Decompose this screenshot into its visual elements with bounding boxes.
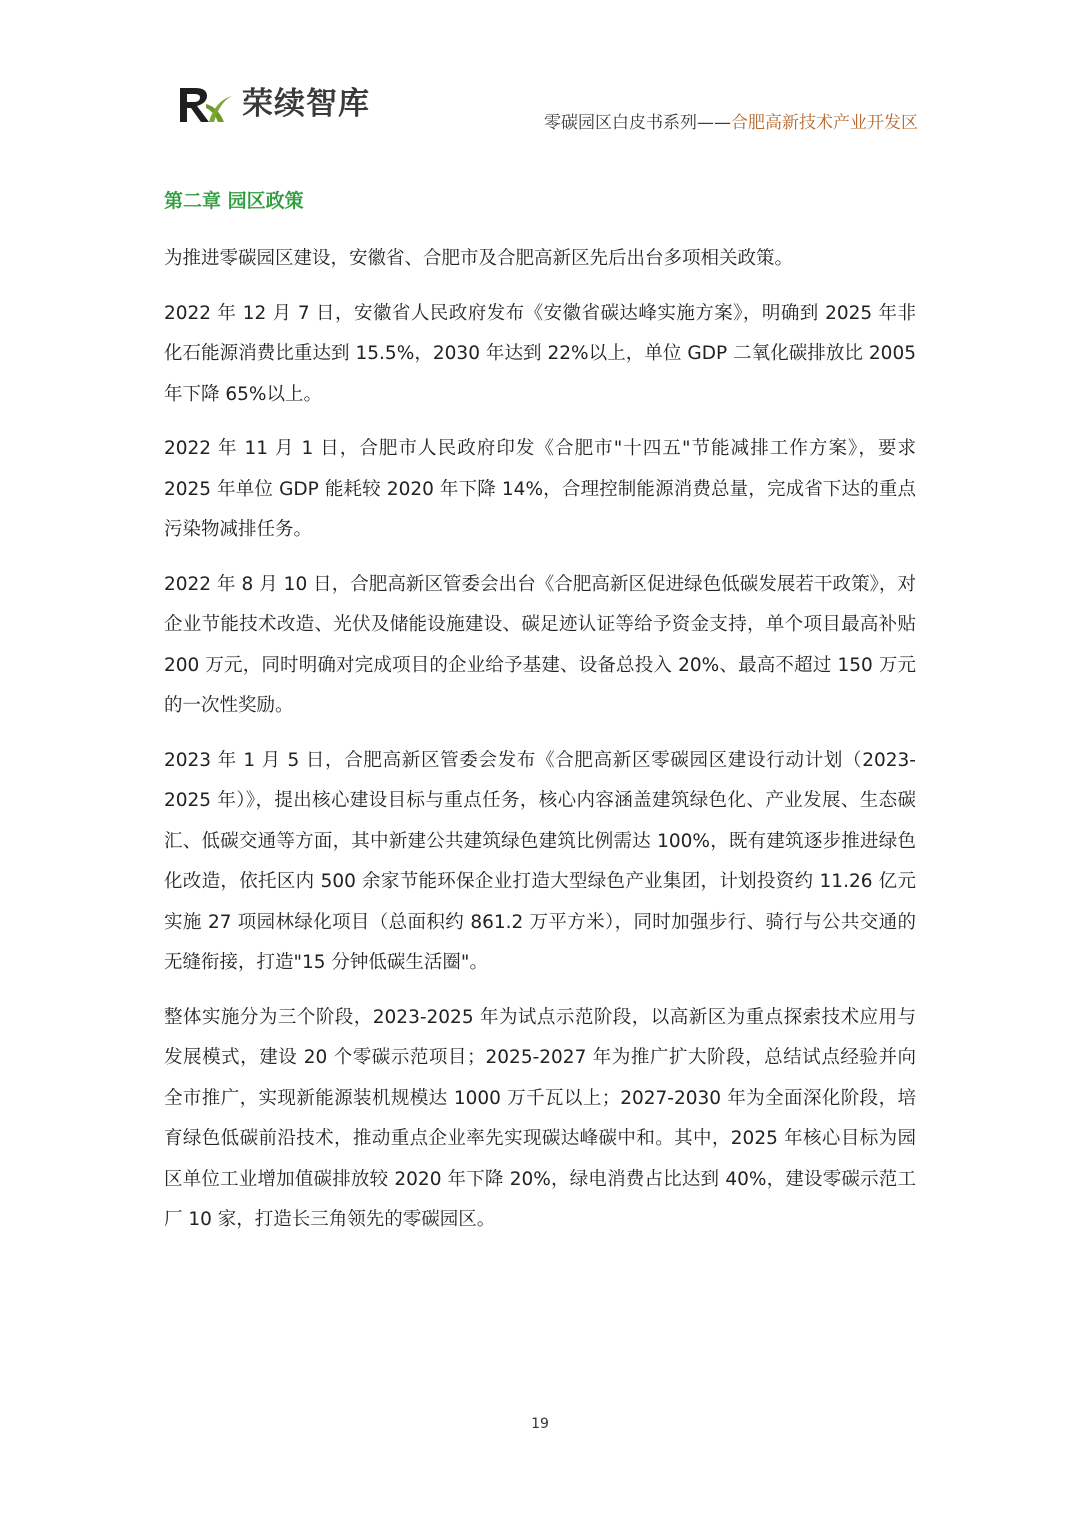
rx-logo-icon xyxy=(176,82,236,126)
paragraph-hefei-plan: 2022 年 11 月 1 日，合肥市人民政府印发《合肥市"十四五"节能减排工作方案》，要求 2025 年单位 GDP 能耗较 2020 年下降 14%，合理控制能源消费总量，完成省下达的重点污染物减排任务。 xyxy=(164,438,916,540)
paragraph-action-plan: 2023 年 1 月 5 日，合肥高新区管委会发布《合肥高新区零碳园区建设行动计划（2023-2025 年）》，提出核心建设目标与重点任务，核心内容涵盖建筑绿色化、产业发展、生态碳汇、低碳交通等方面，其中新建公共建筑绿色建筑比例需达 100%，既有建筑逐步推进绿色化改造，依托区内 500 余家节能环保企业打造大型绿色产业集团，计划投资约 11.26 亿元实施 27 项园林绿化项目（总面积约 861.2 万平方米），同时加强步行、骑行与公共交通的无缝衔接，打造"15 分钟低碳生活圈"。 xyxy=(164,749,916,973)
series-title xyxy=(544,111,918,135)
paragraph-hitech-policy: 2022 年 8 月 10 日，合肥高新区管委会出台《合肥高新区促进绿色低碳发展若干政策》，对企业节能技术改造、光伏及储能设施建设、碳足迹认证等给予资金支持，单个项目最高补贴 200 万元，同时明确对完成项目的企业给予基建、设备总投入 20%、最高不超过 150 万元的一次性奖励。 xyxy=(164,573,916,716)
header-logo xyxy=(176,80,370,128)
paragraph-anhui-plan: 2022 年 12 月 7 日，安徽省人民政府发布《安徽省碳达峰实施方案》，明确到 2025 年非化石能源消费比重达到 15.5%，2030 年达到 22%以上，单位 GDP 二氧化碳排放比 2005 年下降 65%以上。 xyxy=(164,302,916,405)
paragraph-intro: 为推进零碳园区建设，安徽省、合肥市及合肥高新区先后出台多项相关政策。 xyxy=(164,248,794,269)
series-prefix: 零碳园区白皮书系列—— xyxy=(544,113,731,133)
logo-text: 荣续智库 xyxy=(242,86,370,122)
page-number: 19 xyxy=(531,1416,549,1432)
page-content xyxy=(164,186,916,1255)
paragraph-implementation-stages: 整体实施分为三个阶段，2023-2025 年为试点示范阶段，以高新区为重点探索技术应用与发展模式，建设 20 个零碳示范项目；2025-2027 年为推广扩大阶段，总结试点经验并向全市推广，实现新能源装机规模达 1000 万千瓦以上；2027-2030 年为全面深化阶段，培育绿色低碳前沿技术，推动重点企业率先实现碳达峰碳中和。其中，2025 年核心目标为园区单位工业增加值碳排放较 2020 年下降 20%，绿电消费占比达到 40%，建设零碳示范工厂 10 家，打造长三角领先的零碳园区。 xyxy=(164,1006,916,1230)
series-highlight: 合肥高新技术产业开发区 xyxy=(731,113,918,133)
chapter-title: 第二章 园区政策 xyxy=(164,190,304,212)
